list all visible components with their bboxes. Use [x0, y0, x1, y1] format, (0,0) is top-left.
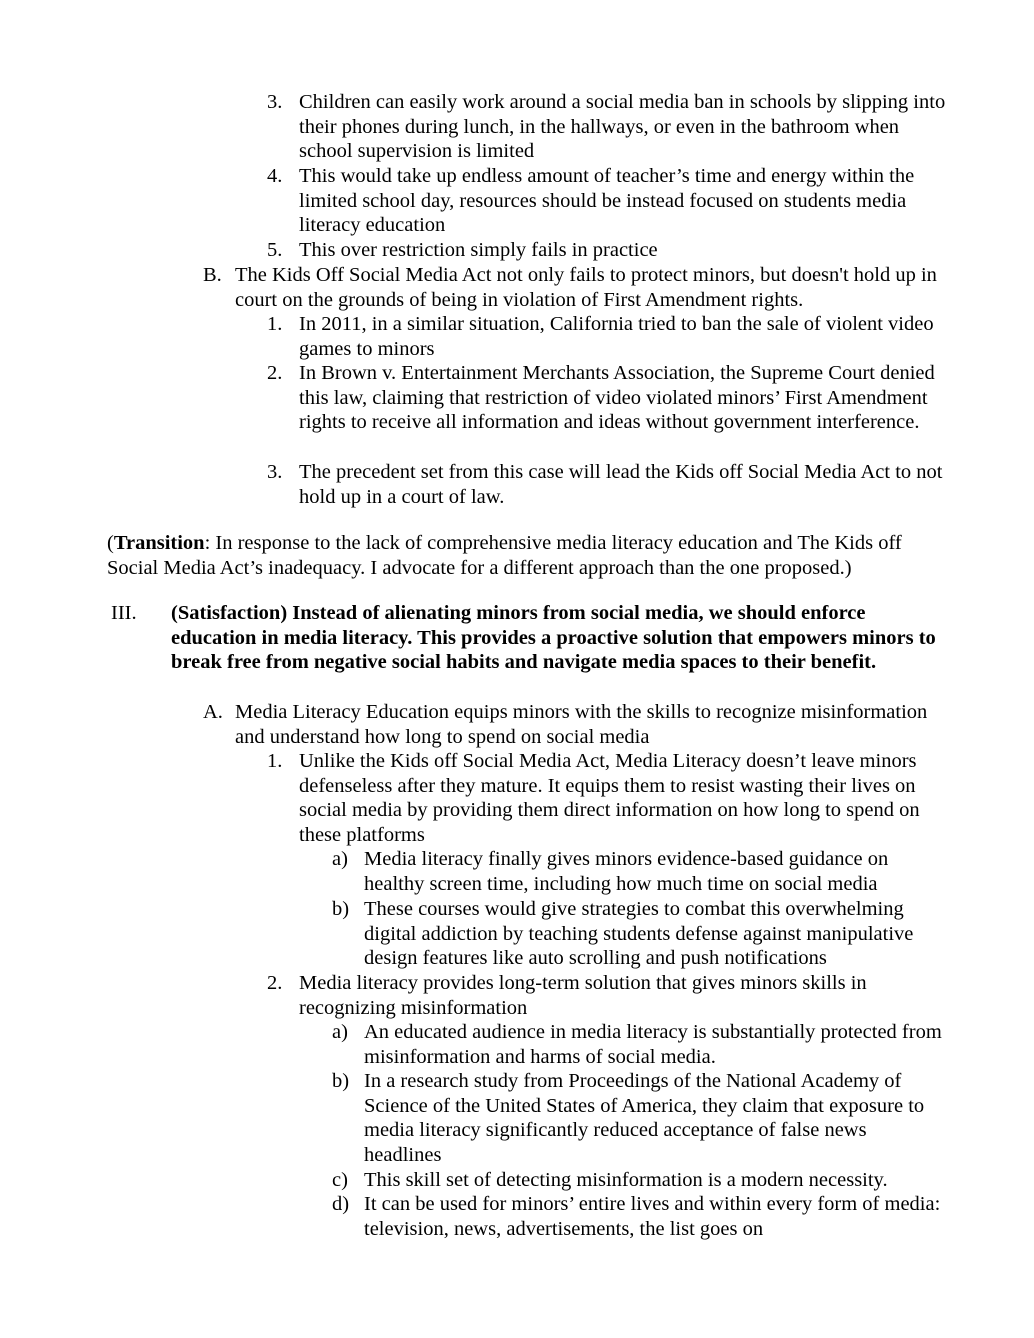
- list-marker: d): [332, 1193, 350, 1215]
- sub-list-item: [332, 847, 949, 896]
- list-marker: B.: [203, 264, 222, 286]
- list-marker: 5.: [267, 239, 283, 261]
- transition-open: (: [107, 532, 114, 554]
- sub-list-item: [332, 1069, 949, 1167]
- list-item: [267, 90, 949, 164]
- list-marker: a): [332, 848, 348, 870]
- list-item: [267, 164, 949, 238]
- point-b-text: The Kids Off Social Media Act not only fails to protect minors, but doesn't hold up in court on the grounds of being in violation of First Amendment rights.: [235, 264, 937, 311]
- list-text: These courses would give strategies to combat this overwhelming digital addiction by teaching students defense against manipulative design features like auto scrolling and push notifications: [364, 898, 914, 970]
- transition-text: : In response to the lack of comprehensive media literacy education and The Kids off Social Media Act’s inadequacy. I advocate for a different approach than the one proposed.): [107, 532, 902, 579]
- list-text: Children can easily work around a social media ban in schools by slipping into their phones during lunch, in the hallways, or even in the bathroom when school supervision is limited: [299, 91, 946, 163]
- list-marker: b): [332, 1070, 350, 1092]
- sub-list-item: [332, 1168, 949, 1193]
- list-text: In 2011, in a similar situation, California tried to ban the sale of violent video games to minors: [299, 313, 934, 360]
- sub-list-item: [332, 897, 949, 971]
- list-item: [267, 238, 949, 263]
- point-a-text: Media Literacy Education equips minors with the skills to recognize misinformation and understand how long to spend on social media: [235, 701, 928, 748]
- list-text: This over restriction simply fails in practice: [299, 239, 658, 261]
- list-text: In a research study from Proceedings of the National Academy of Science of the United States of America, they claim that exposure to media literacy significantly reduced acceptance of false news headlines: [364, 1070, 925, 1166]
- list-item: [267, 971, 949, 1020]
- list-item: [267, 312, 949, 361]
- list-marker: b): [332, 898, 350, 920]
- list-marker: 4.: [267, 165, 283, 187]
- list-text: Unlike the Kids off Social Media Act, Media Literacy doesn’t leave minors defenseless after they mature. It equips them to resist wasting their lives on social media by providing them direct information on how long to spend on these platforms: [299, 750, 920, 846]
- list-text: This skill set of detecting misinformation is a modern necessity.: [364, 1169, 888, 1191]
- list-text: In Brown v. Entertainment Merchants Association, the Supreme Court denied this law, claiming that restriction of video violated minors’ First Amendment rights to receive all information and ideas without government interference.: [299, 362, 935, 434]
- list-marker: c): [332, 1169, 348, 1191]
- section-iii: [111, 601, 951, 675]
- list-marker: a): [332, 1021, 348, 1043]
- list-marker: A.: [203, 701, 223, 723]
- list-text: An educated audience in media literacy is substantially protected from misinformation and harms of social media.: [364, 1021, 942, 1068]
- list-item: [267, 361, 949, 435]
- section-iii-text: (Satisfaction) Instead of alienating minors from social media, we should enforce education in media literacy. This provides a proactive solution that empowers minors to break free from negative social habits and navigate media spaces to their benefit.: [171, 602, 936, 674]
- list-item: [267, 460, 949, 509]
- list-text: Media literacy finally gives minors evidence-based guidance on healthy screen time, including how much time on social media: [364, 848, 889, 895]
- list-item: [267, 749, 949, 847]
- list-marker: 3.: [267, 461, 283, 483]
- list-text: It can be used for minors’ entire lives and within every form of media: television, news, advertisements, the list goes on: [364, 1193, 941, 1240]
- transition-label: Transition: [113, 532, 205, 554]
- list-text: Media literacy provides long-term solution that gives minors skills in recognizing misinformation: [299, 972, 867, 1019]
- list-text: This would take up endless amount of teacher’s time and energy within the limited school day, resources should be instead focused on students media literacy education: [299, 165, 915, 237]
- list-marker: 2.: [267, 972, 283, 994]
- list-text: The precedent set from this case will lead the Kids off Social Media Act to not hold up in a court of law.: [299, 461, 943, 508]
- list-marker: 1.: [267, 750, 283, 772]
- sub-list-item: [332, 1020, 949, 1069]
- list-marker: 3.: [267, 91, 283, 113]
- point-b: [203, 263, 950, 312]
- list-marker: 2.: [267, 362, 283, 384]
- section-marker: III.: [111, 602, 137, 624]
- point-a: [203, 700, 950, 749]
- sub-list-item: [332, 1192, 949, 1241]
- list-marker: 1.: [267, 313, 283, 335]
- transition-paragraph: [107, 531, 957, 580]
